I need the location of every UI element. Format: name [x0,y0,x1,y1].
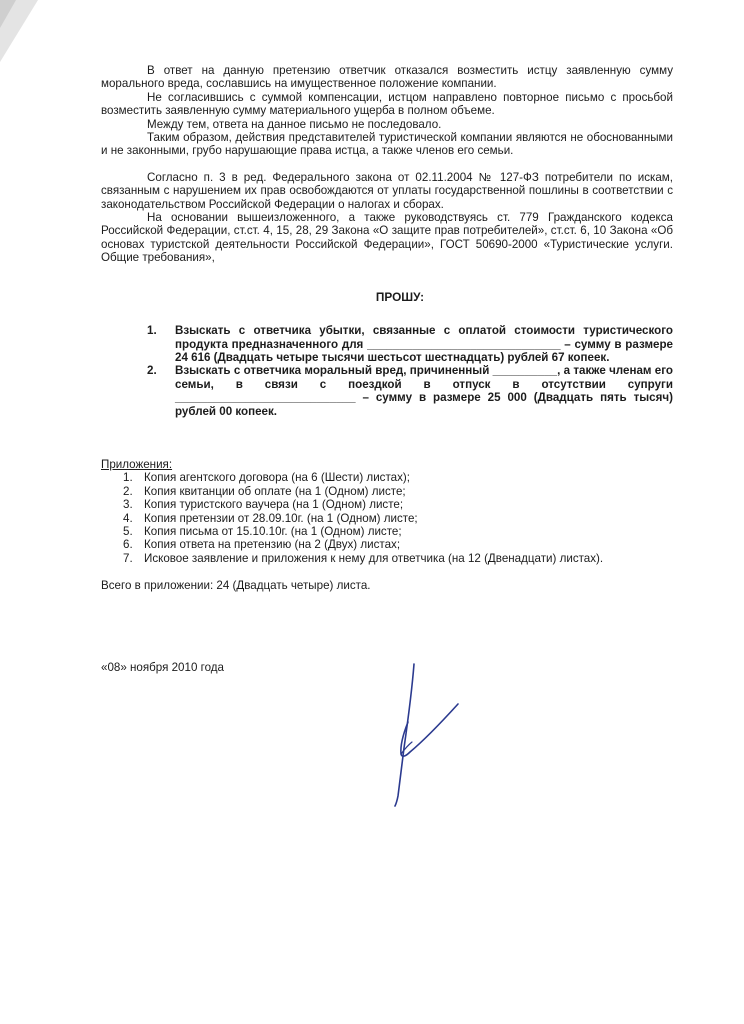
attachment-text: Копия ответа на претензию (на 2 (Двух) листах; [144,538,401,552]
attachment-text: Исковое заявление и приложения к нему для ответчика (на 12 (Двенадцати) листах). [144,551,604,565]
attachment-number: 4. [123,511,133,525]
attachment-number: 6. [123,538,133,552]
scan-corner-shadow [0,0,60,70]
attachment-item [101,552,673,565]
attachment-number: 2. [123,484,133,498]
attachment-text: Копия претензии от 28.09.10г. (на 1 (Одном) листе; [144,511,418,525]
paragraph-repeat-letter: Не согласившись с суммой компенсации, истцом направлено повторное письмо с просьбой возместить заявленную сумму материального ущерба в полном объеме. [101,90,673,118]
request-number: 1. [147,324,157,338]
attachment-item [101,471,673,484]
request-text: Взыскать с ответчика убытки, связанные с оплатой стоимости туристического продукта предназначенного для ______________________________ – сумму в размере 24 616 (Двадцать четыре тысячи шестьсот шестнадцать) рублей 67 копеек. [175,324,673,364]
attachment-number: 7. [123,551,133,565]
request-list [101,324,673,418]
attachment-number: 3. [123,498,133,512]
paragraph-refusal: В ответ на данную претензию ответчик отказался возместить истцу заявленную сумму морального вреда, сославшись на имущественное положение компании. [101,64,673,91]
attachment-text: Копия туристского ваучера (на 1 (Одном) листе; [144,498,404,512]
attachment-item [101,538,673,551]
paragraph-conclusion: Таким образом, действия представителей туристической компании являются не обоснованными и не законными, грубо нарушающие права истца, а также членов его семьи. [101,131,673,158]
attachment-item [101,498,673,511]
request-item [101,364,673,418]
handwritten-signature [374,660,464,810]
attachment-text: Копия письма от 15.10.10г. (на 1 (Одном) листе; [144,524,402,538]
attachment-text: Копия квитанции об оплате (на 1 (Одном) листе; [144,484,406,498]
attachment-item [101,525,673,538]
attachments-list [101,471,673,565]
attachment-item [101,485,673,498]
paragraph-law-reference: Согласно п. 3 в ред. Федерального закона от 02.11.2004 № 127-ФЗ потребители по искам, связанным с нарушением их прав освобождаются от уплаты государственной пошлины в соответствии с законодательством Российской Федерации о налогах и сборах. [101,170,673,211]
request-title: ПРОШУ: [375,289,425,304]
attachment-number: 1. [123,471,133,485]
document-date: «08» ноября 2010 года [101,660,224,674]
attachment-text: Копия агентского договора (на 6 (Шести) листах); [144,471,410,485]
attachment-item [101,512,673,525]
request-text: Взыскать с ответчика моральный вред, причиненный __________, а также членам его семьи, в связи с поездкой в отпуск в отсутствии супруги ____________________________ – сумму в размере 25 000 (Двадцать пять тысяч) рублей 00 копеек. [175,364,673,418]
paragraph-legal-basis: На основании вышеизложенного, а также руководствуясь ст. 779 Гражданского кодекса Российской Федерации, ст.ст. 4, 15, 28, 29 Закона «О защите прав потребителей», ст.ст. 6, 10 Закона «Об основах туристской деятельности Российской Федерации», ГОСТ 50690-2000 «Туристические услуги. Общие требования», [101,211,673,265]
request-item [101,324,673,364]
attachment-number: 5. [123,524,133,538]
attachments-total: Всего в приложении: 24 (Двадцать четыре) листа. [101,579,371,593]
attachments-title: Приложения: [101,457,173,471]
paragraph-no-answer: Между тем, ответа на данное письмо не последовало. [147,117,442,131]
request-number: 2. [147,364,157,378]
document-body [101,64,673,674]
